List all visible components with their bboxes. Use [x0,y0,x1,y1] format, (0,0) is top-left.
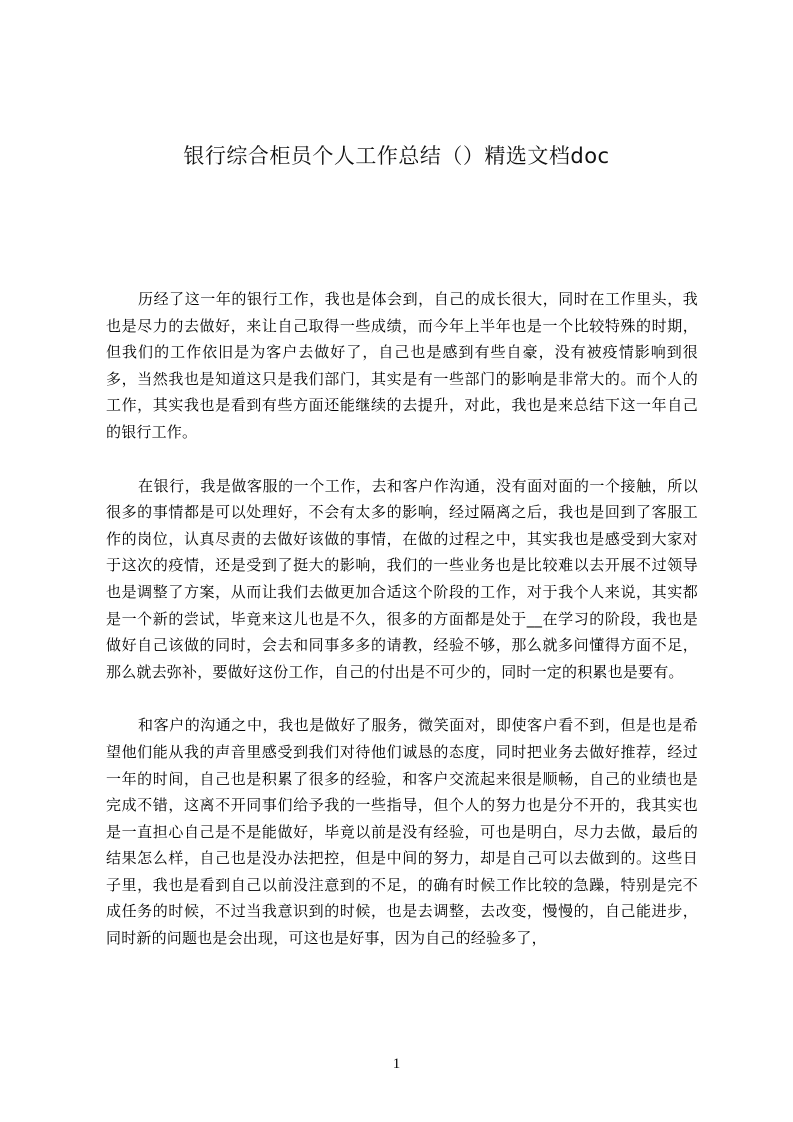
document-body [106,286,698,979]
page-number: 1 [392,1056,401,1072]
paragraph-3: 和客户的沟通之中，我也是做好了服务，微笑面对，即使客户看不到，但是也是希望他们能从我的声音里感受到我们对待他们诚恳的态度，同时把业务去做好推荐，经过一年的时间，自己也是积累了很多的经验，和客户交流起来很是顺畅，自己的业绩也是完成不错，这离不开同事们给予我的一些指导，但个人的努力也是分不开的，我其实也是一直担心自己是不是能做好，毕竟以前是没有经验，可也是明白，尽力去做，最后的结果怎么样，自己也是没办法把控，但是中间的努力，却是自己可以去做到的。这些日子里，我也是看到自己以前没注意到的不足，的确有时候工作比较的急躁，特别是完不成任务的时候，不过当我意识到的时候，也是去调整，去改变，慢慢的，自己能进步，同时新的问题也是会出现，可这也是好事，因为自己的经验多了， [106,716,698,948]
paragraph-1: 历经了这一年的银行工作，我也是体会到，自己的成长很大，同时在工作里头，我也是尽力的去做好，来让自己取得一些成绩，而今年上半年也是一个比较特殊的时期，但我们的工作依旧是为客户去做好了，自己也是感到有些自豪，没有被疫情影响到很多，当然我也是知道这只是我们部门，其实是有一些部门的影响是非常大的。而个人的工作，其实我也是看到有些方面还能继续的去提升，对此，我也是来总结下这一年自己的银行工作。 [106,290,698,441]
paragraph-2: 在银行，我是做客服的一个工作，去和客户作沟通，没有面对面的一个接触，所以很多的事情都是可以处理好，不会有太多的影响，经过隔离之后，我也是回到了客服工作的岗位，认真尽责的去做好该做的事情，在做的过程之中，其实我也是感受到大家对于这次的疫情，还是受到了挺大的影响，我们的一些业务也是比较难以去开展不过领导也是调整了方案，从而让我们去做更加合适这个阶段的工作，对于我个人来说，其实都是一个新的尝试，毕竟来这儿也是不久，很多的方面都是处于__在学习的阶段，我也是做好自己该做的同时，会去和同事多多的请教，经验不够，那么就多问懂得方面不足，那么就去弥补，要做好这份工作，自己的付出是不可少的，同时一定的积累也是要有。 [106,476,698,681]
document-title: 银行综合柜员个人工作总结（）精选文档doc [183,144,610,168]
